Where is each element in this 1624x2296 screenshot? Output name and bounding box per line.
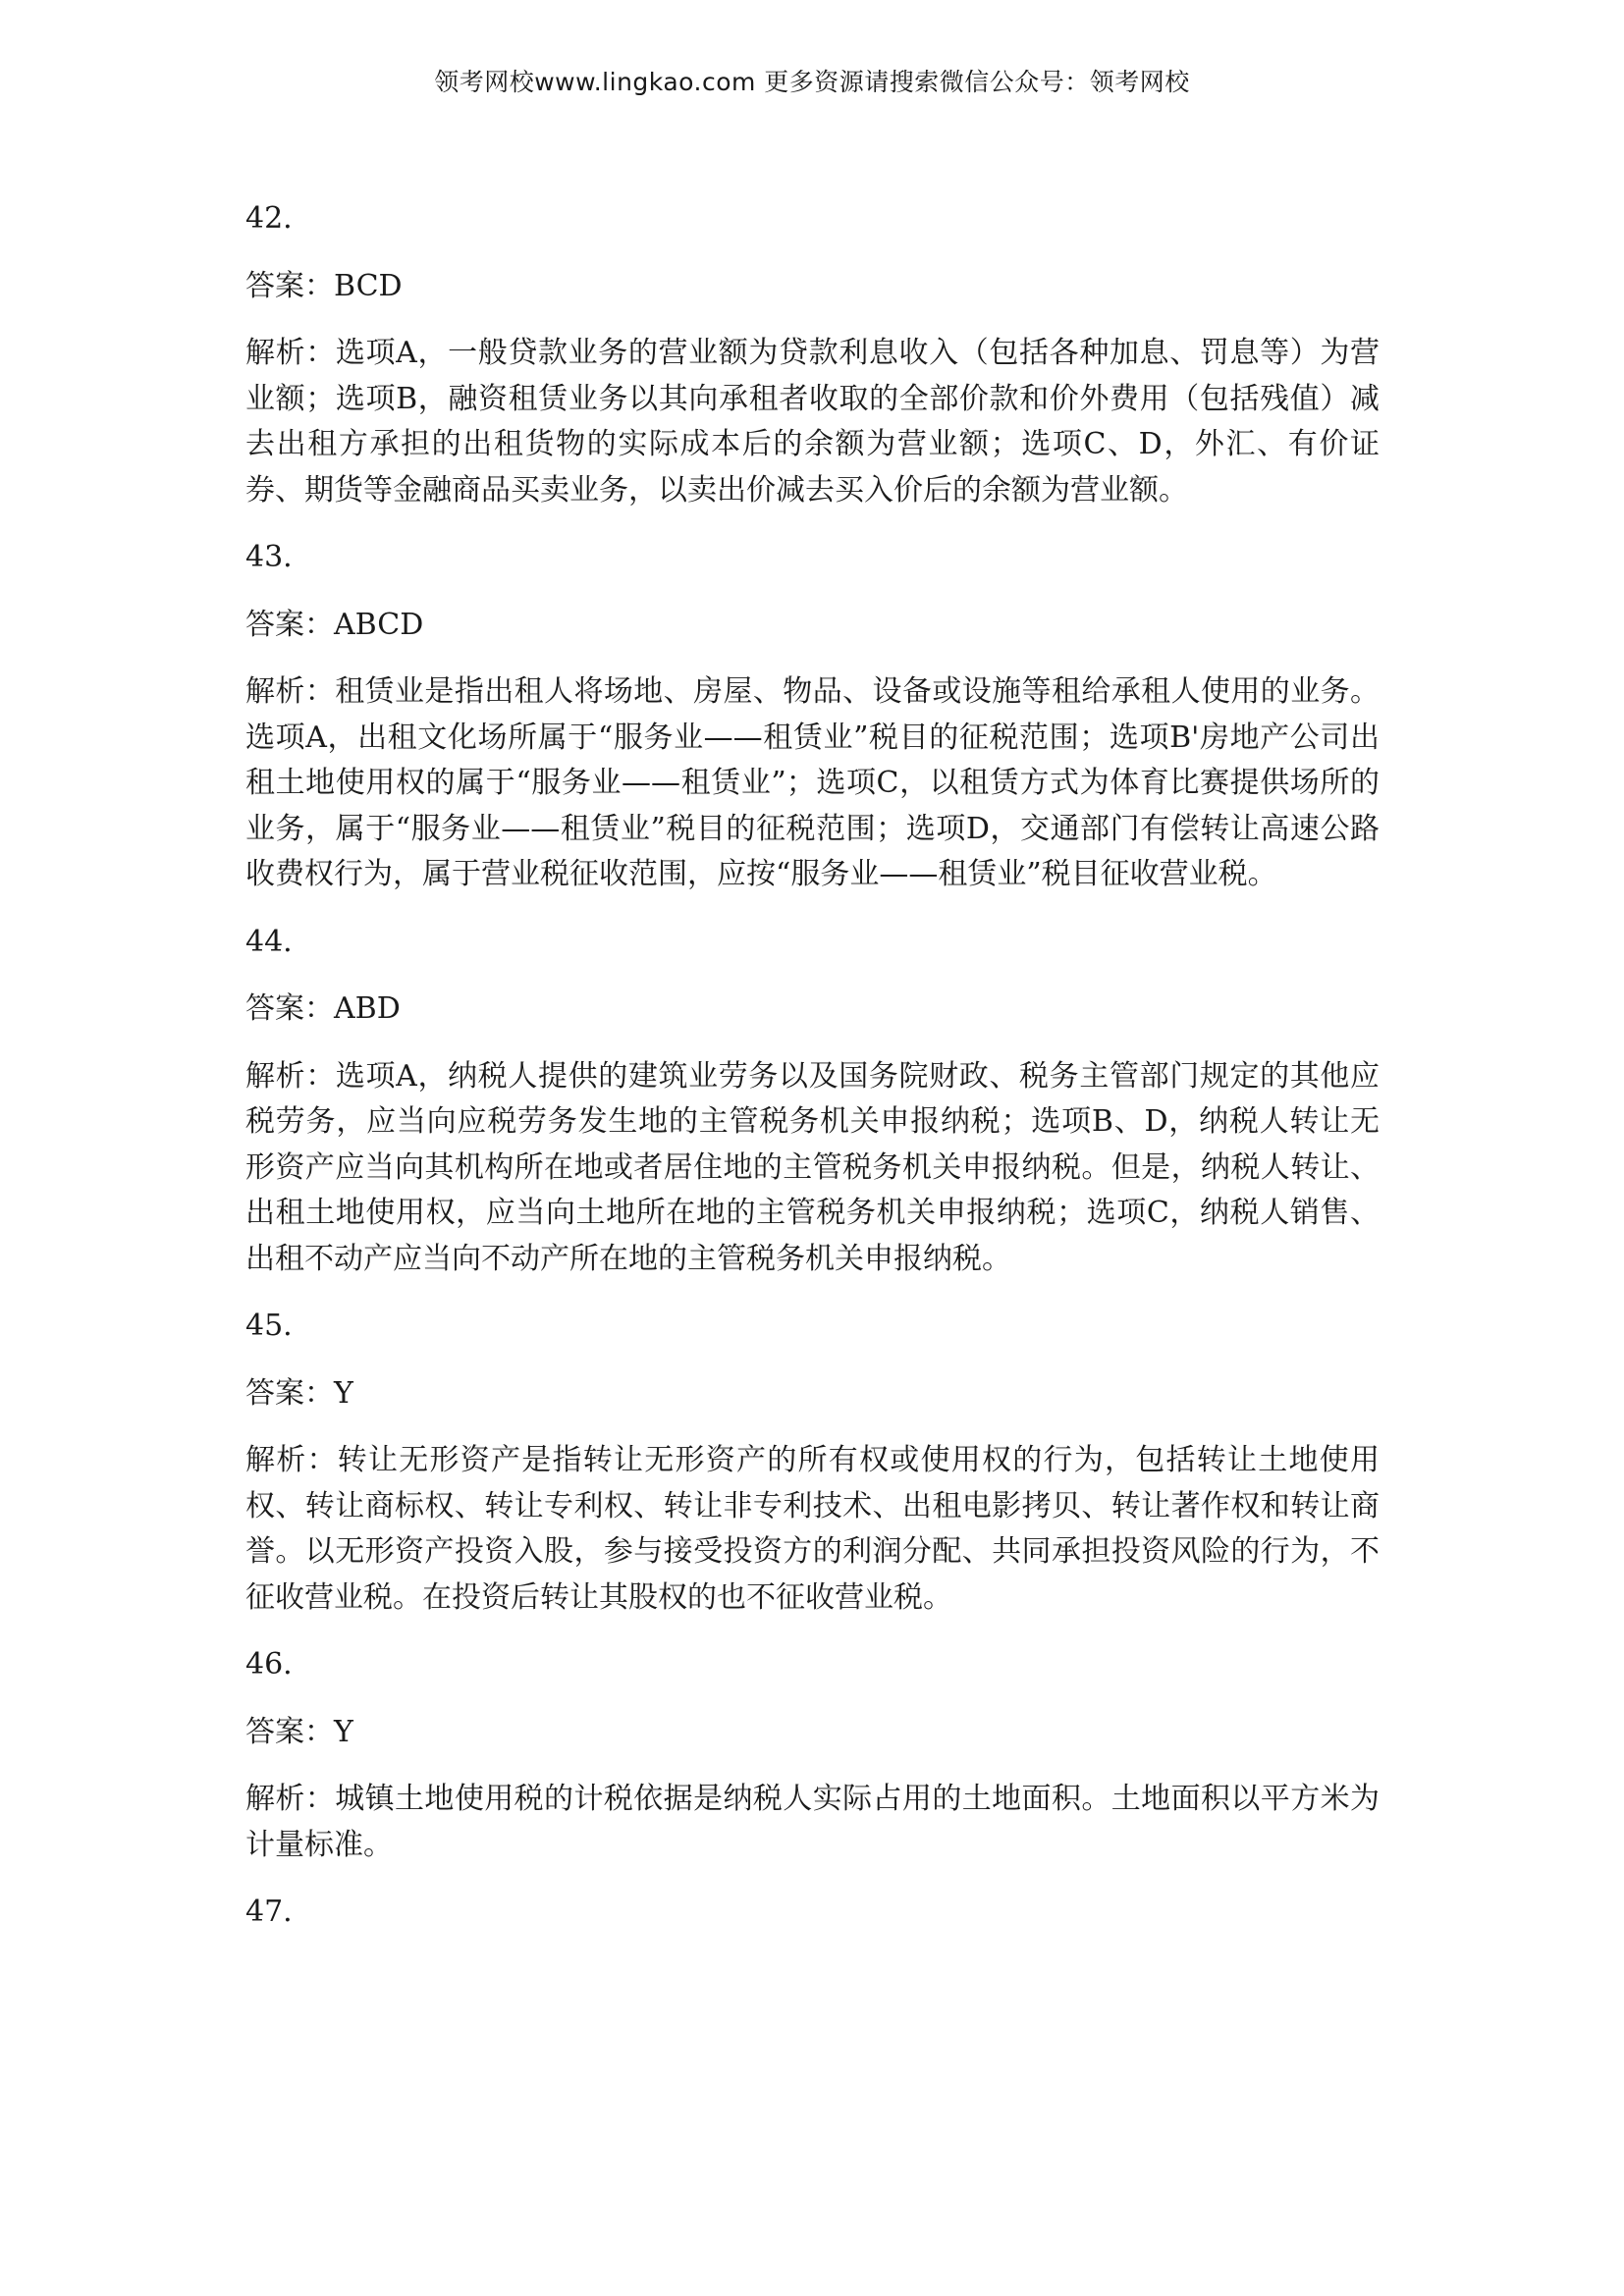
question-explanation: 解析：转让无形资产是指转让无形资产的所有权或使用权的行为，包括转让土地使用权、转让商标权、转让专利权、转让非专利技术、出租电影拷贝、转让著作权和转让商誉。以无形资产投资入股，参与接受投资方的利润分配、共同承担投资风险的行为，不征收营业税。在投资后转让其股权的也不征收营业税。 bbox=[245, 1443, 1380, 1615]
question-item bbox=[245, 920, 1380, 1283]
question-number: 46. bbox=[245, 1647, 293, 1682]
question-answer: 答案：ABCD bbox=[245, 607, 424, 642]
question-item bbox=[245, 1890, 1380, 1936]
question-number: 43. bbox=[245, 540, 293, 574]
question-item bbox=[245, 1304, 1380, 1621]
question-explanation: 解析：租赁业是指出租人将场地、房屋、物品、设备或设施等租给承租人使用的业务。选项A，出租文化场所属于“服务业——租赁业”税目的征税范围；选项B'房地产公司出租土地使用权的属于“服务业——租赁业”；选项C，以租赁方式为体育比赛提供场所的业务，属于“服务业——租赁业”税目的征税范围；选项D，交通部门有偿转让高速公路收费权行为，属于营业税征收范围，应按“服务业——租赁业”税目征收营业税。 bbox=[245, 674, 1380, 891]
question-number: 44. bbox=[245, 924, 293, 959]
question-answer: 答案：Y bbox=[245, 1714, 353, 1749]
question-item bbox=[245, 1642, 1380, 1868]
question-number: 45. bbox=[245, 1308, 293, 1343]
question-answer: 答案：ABD bbox=[245, 991, 401, 1026]
question-answer: 答案：BCD bbox=[245, 268, 403, 303]
question-number: 42. bbox=[245, 201, 293, 236]
answer-list bbox=[245, 196, 1380, 1957]
question-item bbox=[245, 535, 1380, 898]
question-number: 47. bbox=[245, 1895, 293, 1929]
question-explanation: 解析：选项A，一般贷款业务的营业额为贷款利息收入（包括各种加息、罚息等）为营业额；选项B，融资租赁业务以其向承租者收取的全部价款和价外费用（包括残值）减去出租方承担的出租货物的实际成本后的余额为营业额；选项C、D，外汇、有价证券、期货等金融商品买卖业务，以卖出价减去买入价后的余额为营业额。 bbox=[245, 336, 1380, 507]
question-explanation: 解析：城镇土地使用税的计税依据是纳税人实际占用的土地面积。土地面积以平方米为计量标准。 bbox=[245, 1782, 1380, 1862]
page-header: 领考网校www.lingkao.com 更多资源请搜索微信公众号：领考网校 bbox=[434, 68, 1190, 96]
question-explanation: 解析：选项A，纳税人提供的建筑业劳务以及国务院财政、税务主管部门规定的其他应税劳务，应当向应税劳务发生地的主管税务机关申报纳税；选项B、D，纳税人转让无形资产应当向其机构所在地或者居住地的主管税务机关申报纳税。但是，纳税人转让、出租土地使用权，应当向土地所在地的主管税务机关申报纳税；选项C，纳税人销售、出租不动产应当向不动产所在地的主管税务机关申报纳税。 bbox=[245, 1058, 1380, 1276]
question-answer: 答案：Y bbox=[245, 1375, 353, 1411]
question-item bbox=[245, 196, 1380, 513]
